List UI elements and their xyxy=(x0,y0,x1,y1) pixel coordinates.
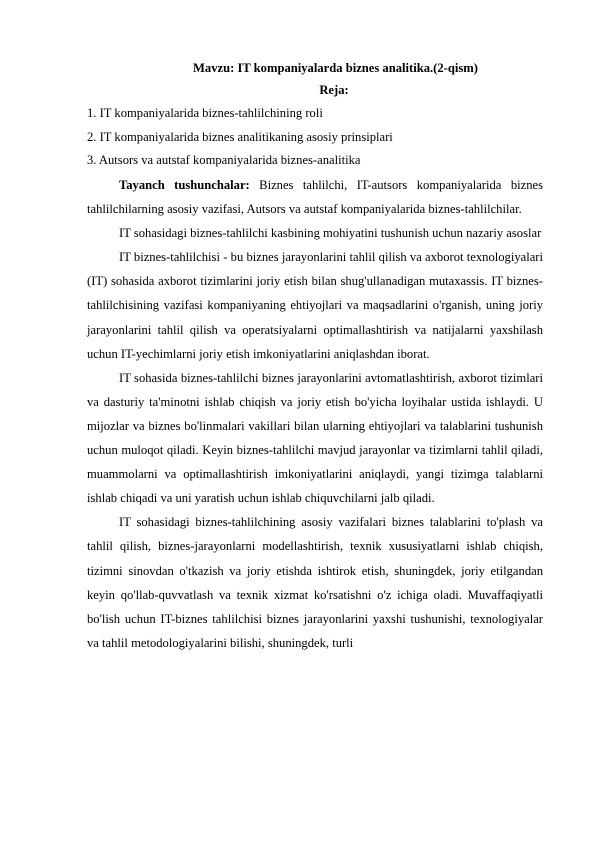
body-paragraph: IT sohasidagi biznes-tahlilchi kasbining mohiyatini tushunish uchun nazariy asoslar xyxy=(119,226,542,241)
key-concepts-text: Biznes tahlilchi, IT-autsors kompaniyalarida biznes tahlilchilarning asosiy vazifasi, Autsors va autstaf kompaniyalarida biznes-tahlilchilar. xyxy=(87,178,543,217)
plan-heading-text: Reja: xyxy=(319,83,349,97)
key-concepts-paragraph xyxy=(87,173,543,221)
plan-item: 3. Autsors va autstaf kompaniyalarida biznes-analitika xyxy=(87,153,361,167)
plan-item: 1. IT kompaniyalarida biznes-tahlilchining roli xyxy=(87,106,323,120)
plan-item: 2. IT kompaniyalarida biznes analitikaning asosiy prinsiplari xyxy=(87,129,393,144)
plan-list xyxy=(87,102,393,173)
plan-heading xyxy=(0,81,596,99)
document-title-text: Mavzu: IT kompaniyalarda biznes analitika.(2-qism) xyxy=(193,61,478,75)
body-paragraph: IT biznes-tahlilchisi - bu biznes jarayonlarini tahlil qilish va axborot texnologiyalari (IT) sohasida axborot tizimlarini joriy etish bilan shug'ullanadigan mutaxassis. IT biznes-tahlilchisining vazifasi kompaniyaning ehtiyojlari va maqsadlarini o'rganish, uning joriy jarayonlarini tahlil qilish va operatsiyalarni optimallashtirish va natijalarni yaxshilash uchun IT-yechimlarni joriy etish imkoniyatlarini aniqlashdan iborat. xyxy=(87,250,543,361)
document-body xyxy=(87,173,543,655)
body-paragraph: IT sohasidagi biznes-tahlilchining asosiy vazifalari biznes talablarini to'plash va tahlil qilish, biznes-jarayonlarni modellashtirish, texnik xususiyatlarni ishlab chiqish, tizimni sinovdan o'tkazish va joriy etishda ishtirok etish, shuningdek, joriy etilgandan keyin qo'llab-quvvatlash va texnik xizmat ko'rsatishni o'z ichiga oladi. Muvaffaqiyatli bo'lish uchun IT-biznes tahlilchisi biznes jarayonlarini yaxshi tushunishi, texnologiyalar va tahlil metodologiyalarini bilishi, shuningdek, turli xyxy=(87,515,543,650)
document-title xyxy=(0,59,596,77)
body-paragraph: IT sohasida biznes-tahlilchi biznes jarayonlarini avtomatlashtirish, axborot tizimlari va dasturiy ta'minotni ishlab chiqish va joriy etish bo'yicha loyihalar ustida ishlaydi. U mijozlar va biznes bo'linmalari vakillari bilan ularning ehtiyojlari va talablarini tushunish uchun muloqot qiladi. Keyin biznes-tahlilchi mavjud jarayonlar va tizimlarni tahlil qiladi, muammolarni va optimallashtirish imkoniyatlarini aniqlaydi, yangi tizimga talablarni ishlab chiqadi va uni yaratish uchun ishlab chiquvchilarni jalb qiladi. xyxy=(87,370,543,506)
key-concepts-label: Tayanch tushunchalar: xyxy=(119,178,250,192)
